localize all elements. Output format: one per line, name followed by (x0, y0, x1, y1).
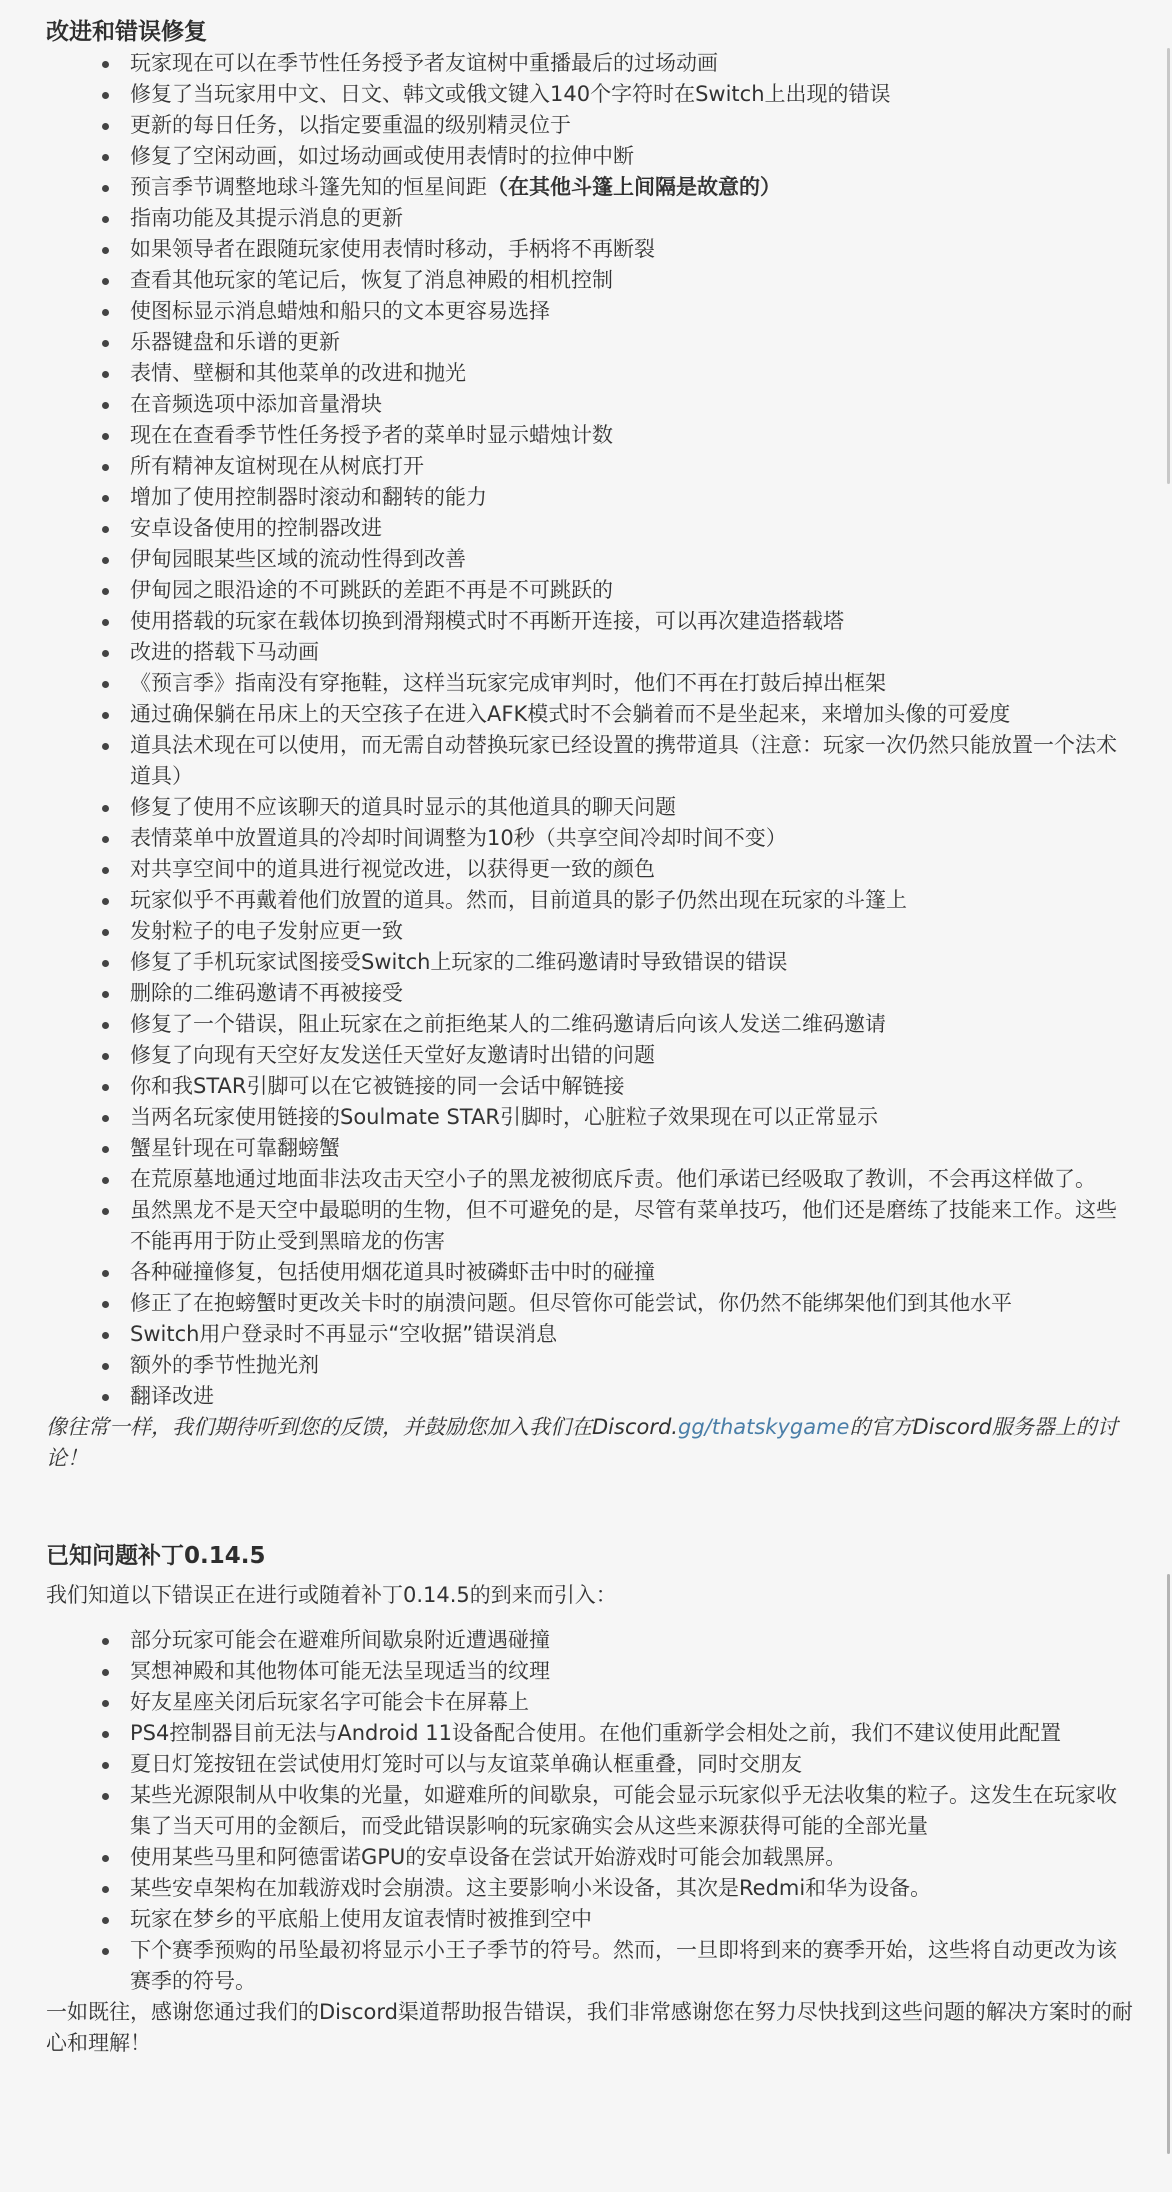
fix-item-text: 在荒原墓地通过地面非法攻击天空小子的黑龙被彻底斥责。他们承诺已经吸取了教训，不会再这样做了。 (130, 1167, 1096, 1191)
known-issue-item: 好友星座关闭后玩家名字可能会卡在屏幕上 (130, 1687, 1136, 1718)
known-issue-item: 冥想神殿和其他物体可能无法呈现适当的纹理 (130, 1656, 1136, 1687)
fix-item (130, 637, 1136, 668)
fix-item (130, 916, 1136, 947)
fix-item-text: 各种碰撞修复，包括使用烟花道具时被磷虾击中时的碰撞 (130, 1260, 655, 1284)
fix-item (130, 699, 1136, 730)
fix-item-text: 修正了在抱螃蟹时更改关卡时的崩溃问题。但尽管你可能尝试，你仍然不能绑架他们到其他水平 (130, 1291, 1012, 1315)
fix-item (130, 575, 1136, 606)
closing-note: 一如既往，感谢您通过我们的Discord渠道帮助报告错误，我们非常感谢您在努力尽快找到这些问题的解决方案时的耐心和理解！ (46, 2000, 1133, 2055)
fix-item (130, 234, 1136, 265)
fix-item-text: 当两名玩家使用链接的Soulmate STAR引脚时，心脏粒子效果现在可以正常显示 (130, 1105, 878, 1129)
fix-item (130, 358, 1136, 389)
fix-item (130, 79, 1136, 110)
fix-item (130, 792, 1136, 823)
fix-item (130, 482, 1136, 513)
fix-item-text: 修复了手机玩家试图接受Switch上玩家的二维码邀请时导致错误的错误 (130, 950, 788, 974)
fix-item-text: 道具法术现在可以使用，而无需自动替换玩家已经设置的携带道具（注意：玩家一次仍然只能放置一个法术道具） (130, 733, 1117, 788)
known-issue-item: PS4控制器目前无法与Android 11设备配合使用。在他们重新学会相处之前，我们不建议使用此配置 (130, 1718, 1136, 1749)
fix-item (130, 854, 1136, 885)
fix-item-text: 安卓设备使用的控制器改进 (130, 516, 382, 540)
fix-item (130, 978, 1136, 1009)
fix-item-text: 预言季节调整地球斗篷先知的恒星间距 (130, 175, 487, 199)
fix-item (130, 1381, 1136, 1412)
fix-item (130, 172, 1136, 203)
fix-item-text: 增加了使用控制器时滚动和翻转的能力 (130, 485, 487, 509)
fix-item-text: 对共享空间中的道具进行视觉改进，以获得更一致的颜色 (130, 857, 655, 881)
fix-item (130, 48, 1136, 79)
fix-item-text: 乐器键盘和乐谱的更新 (130, 330, 340, 354)
fix-item-text: 通过确保躺在吊床上的天空孩子在进入AFK模式时不会躺着而不是坐起来，来增加头像的可爱度 (130, 702, 1011, 726)
fix-item (130, 451, 1136, 482)
fix-item-text: 使图标显示消息蜡烛和船只的文本更容易选择 (130, 299, 550, 323)
fix-item-text: 所有精神友谊树现在从树底打开 (130, 454, 424, 478)
fix-item (130, 606, 1136, 637)
fix-item (130, 1288, 1136, 1319)
fix-item-text: 如果领导者在跟随玩家使用表情时移动，手柄将不再断裂 (130, 237, 655, 261)
fix-item (130, 668, 1136, 699)
scrollbar-thumb-secondary[interactable] (1167, 1574, 1170, 2154)
known-issue-item: 某些安卓架构在加载游戏时会崩溃。这主要影响小米设备，其次是Redmi和华为设备。 (130, 1873, 1136, 1904)
fix-item-text: 《预言季》指南没有穿拖鞋，这样当玩家完成审判时，他们不再在打鼓后掉出框架 (130, 671, 886, 695)
fix-item-text: Switch用户登录时不再显示“空收据”错误消息 (130, 1322, 558, 1346)
known-issue-item: 夏日灯笼按钮在尝试使用灯笼时可以与友谊菜单确认框重叠，同时交朋友 (130, 1749, 1136, 1780)
fix-item-text: 查看其他玩家的笔记后，恢复了消息神殿的相机控制 (130, 268, 613, 292)
fix-item-emphasis: （在其他斗篷上间隔是故意的） (487, 175, 781, 199)
fix-item (130, 1164, 1136, 1195)
known-issue-item: 部分玩家可能会在避难所间歇泉附近遭遇碰撞 (130, 1625, 1136, 1656)
feedback-text-before: 像往常一样，我们期待听到您的反馈，并鼓励您加入我们在Discord. (46, 1415, 678, 1439)
fix-item (130, 141, 1136, 172)
known-issue-item: 下个赛季预购的吊坠最初将显示小王子季节的符号。然而，一旦即将到来的赛季开始，这些将自动更改为该赛季的符号。 (130, 1935, 1136, 1997)
fix-item-text: 更新的每日任务，以指定要重温的级别精灵位于 (130, 113, 571, 137)
feedback-text-after: 的官方Discord服务器上的讨论！ (46, 1415, 1118, 1470)
fix-item (130, 885, 1136, 916)
fix-item-text: 你和我STAR引脚可以在它被链接的同一会话中解链接 (130, 1074, 625, 1098)
fix-item (130, 1257, 1136, 1288)
fix-item-text: 表情菜单中放置道具的冷却时间调整为10秒（共享空间冷却时间不变） (130, 826, 787, 850)
fix-item (130, 1009, 1136, 1040)
fix-item (130, 1350, 1136, 1381)
fix-item-text: 伊甸园之眼沿途的不可跳跃的差距不再是不可跳跃的 (130, 578, 613, 602)
patch-notes (46, 16, 1136, 2059)
fix-item (130, 327, 1136, 358)
fixes-list (46, 48, 1136, 1412)
fix-item (130, 1195, 1136, 1257)
fix-item-text: 玩家现在可以在季节性任务授予者友谊树中重播最后的过场动画 (130, 51, 718, 75)
fix-item-text: 发射粒子的电子发射应更一致 (130, 919, 403, 943)
fix-item (130, 1040, 1136, 1071)
fix-item-text: 指南功能及其提示消息的更新 (130, 206, 403, 230)
fix-item (130, 513, 1136, 544)
fix-item (130, 296, 1136, 327)
fix-item (130, 420, 1136, 451)
fix-item (130, 1133, 1136, 1164)
fix-item (130, 265, 1136, 296)
fix-item-text: 玩家似乎不再戴着他们放置的道具。然而，目前道具的影子仍然出现在玩家的斗篷上 (130, 888, 907, 912)
fix-item-text: 表情、壁橱和其他菜单的改进和抛光 (130, 361, 466, 385)
known-issue-item: 使用某些马里和阿德雷诺GPU的安卓设备在尝试开始游戏时可能会加载黑屏。 (130, 1842, 1136, 1873)
known-issues-title: 已知问题补丁0.14.5 (46, 1543, 266, 1569)
known-issues-intro: 我们知道以下错误正在进行或随着补丁0.14.5的到来而引入： (46, 1583, 617, 1607)
fix-item-text: 修复了一个错误，阻止玩家在之前拒绝某人的二维码邀请后向该人发送二维码邀请 (130, 1012, 886, 1036)
known-issue-item: 某些光源限制从中收集的光量，如避难所的间歇泉，可能会显示玩家似乎无法收集的粒子。这发生在玩家收集了当天可用的金额后，而受此错误影响的玩家确实会从这些来源获得可能的全部光量 (130, 1780, 1136, 1842)
fix-item-text: 修复了向现有天空好友发送任天堂好友邀请时出错的问题 (130, 1043, 655, 1067)
fix-item-text: 翻译改进 (130, 1384, 214, 1408)
fix-item (130, 544, 1136, 575)
fix-item-text: 删除的二维码邀请不再被接受 (130, 981, 403, 1005)
fix-item (130, 947, 1136, 978)
fix-item (130, 1102, 1136, 1133)
fix-item-text: 修复了空闲动画，如过场动画或使用表情时的拉伸中断 (130, 144, 634, 168)
scrollbar-thumb[interactable] (1167, 48, 1170, 484)
fix-item (130, 823, 1136, 854)
fix-item-text: 虽然黑龙不是天空中最聪明的生物，但不可避免的是，尽管有菜单技巧，他们还是磨练了技能来工作。这些不能再用于防止受到黑暗龙的伤害 (130, 1198, 1117, 1253)
fix-item (130, 389, 1136, 420)
fixes-title: 改进和错误修复 (46, 19, 207, 45)
fix-item (130, 110, 1136, 141)
fix-item (130, 203, 1136, 234)
known-issues-list (46, 1625, 1136, 1997)
feedback-note (46, 1412, 1136, 1474)
fix-item (130, 1319, 1136, 1350)
fix-item (130, 730, 1136, 792)
fix-item-text: 修复了使用不应该聊天的道具时显示的其他道具的聊天问题 (130, 795, 676, 819)
known-issue-item: 玩家在梦乡的平底船上使用友谊表情时被推到空中 (130, 1904, 1136, 1935)
discord-link[interactable]: gg/thatskygame (677, 1415, 850, 1439)
fix-item-text: 额外的季节性抛光剂 (130, 1353, 319, 1377)
fix-item-text: 使用搭载的玩家在载体切换到滑翔模式时不再断开连接，可以再次建造搭载塔 (130, 609, 844, 633)
fix-item-text: 在音频选项中添加音量滑块 (130, 392, 382, 416)
fix-item-text: 现在在查看季节性任务授予者的菜单时显示蜡烛计数 (130, 423, 613, 447)
section-spacer (46, 1474, 1136, 1540)
fix-item-text: 蟹星针现在可靠翻螃蟹 (130, 1136, 340, 1160)
fix-item-text: 伊甸园眼某些区域的流动性得到改善 (130, 547, 466, 571)
fix-item-text: 修复了当玩家用中文、日文、韩文或俄文键入140个字符时在Switch上出现的错误 (130, 82, 891, 106)
fix-item (130, 1071, 1136, 1102)
fix-item-text: 改进的搭载下马动画 (130, 640, 319, 664)
